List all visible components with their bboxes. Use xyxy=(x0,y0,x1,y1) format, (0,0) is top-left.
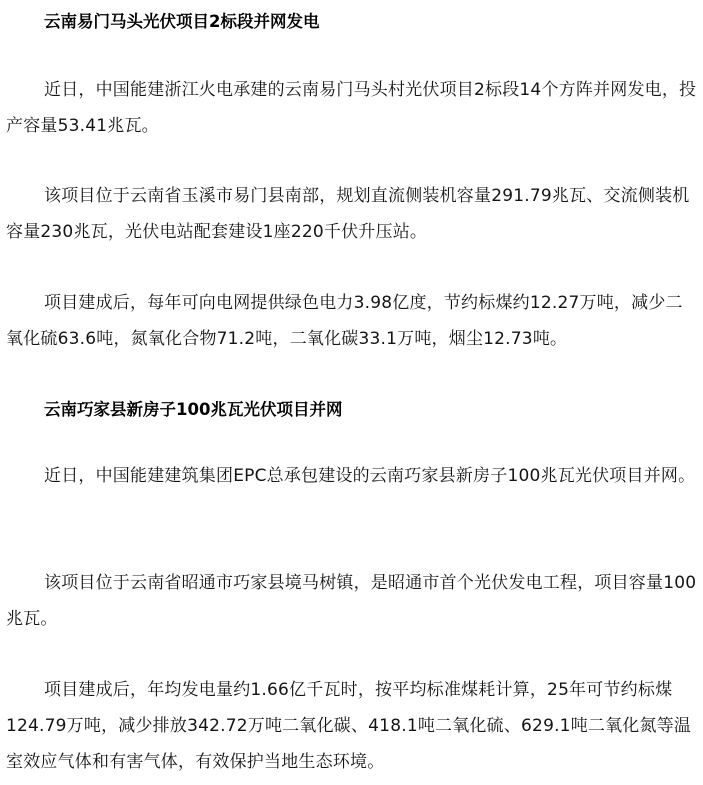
paragraph-yimen-benefits: 项目建成后，每年可向电网提供绿色电力3.98亿度，节约标煤约12.27万吨，减少二氧化硫63.6吨，氮氧化合物71.2吨，二氧化碳33.1万吨，烟尘12.73吨。 xyxy=(6,293,683,349)
section-title-qiaojia: 云南巧家县新房子100兆瓦光伏项目并网 xyxy=(44,400,343,419)
paragraph-yimen-grid-connection: 近日，中国能建浙江火电承建的云南易门马头村光伏项目2标段14个方阵并网发电，投产容量53.41兆瓦。 xyxy=(6,80,697,136)
paragraph-qiaojia-benefits: 项目建成后，年均发电量约1.66亿千瓦时，按平均标准煤耗计算，25年可节约标煤124.79万吨，减少排放342.72万吨二氧化碳、418.1吨二氧化硫、629.1吨二氧化氮等温室效应气体和有害气体，有效保护当地生态环境。 xyxy=(6,680,692,772)
paragraph-qiaojia-location: 该项目位于云南省昭通市巧家县境马树镇，是昭通市首个光伏发电工程，项目容量100兆瓦。 xyxy=(6,573,697,629)
paragraph-qiaojia-grid-connection: 近日，中国能建建筑集团EPC总承包建设的云南巧家县新房子100兆瓦光伏项目并网。 xyxy=(44,466,696,486)
section-title-yimen: 云南易门马头光伏项目2标段并网发电 xyxy=(44,12,320,31)
paragraph-yimen-location: 该项目位于云南省玉溪市易门县南部，规划直流侧装机容量291.79兆瓦、交流侧装机容量230兆瓦，光伏电站配套建设1座220千伏升压站。 xyxy=(6,186,690,242)
